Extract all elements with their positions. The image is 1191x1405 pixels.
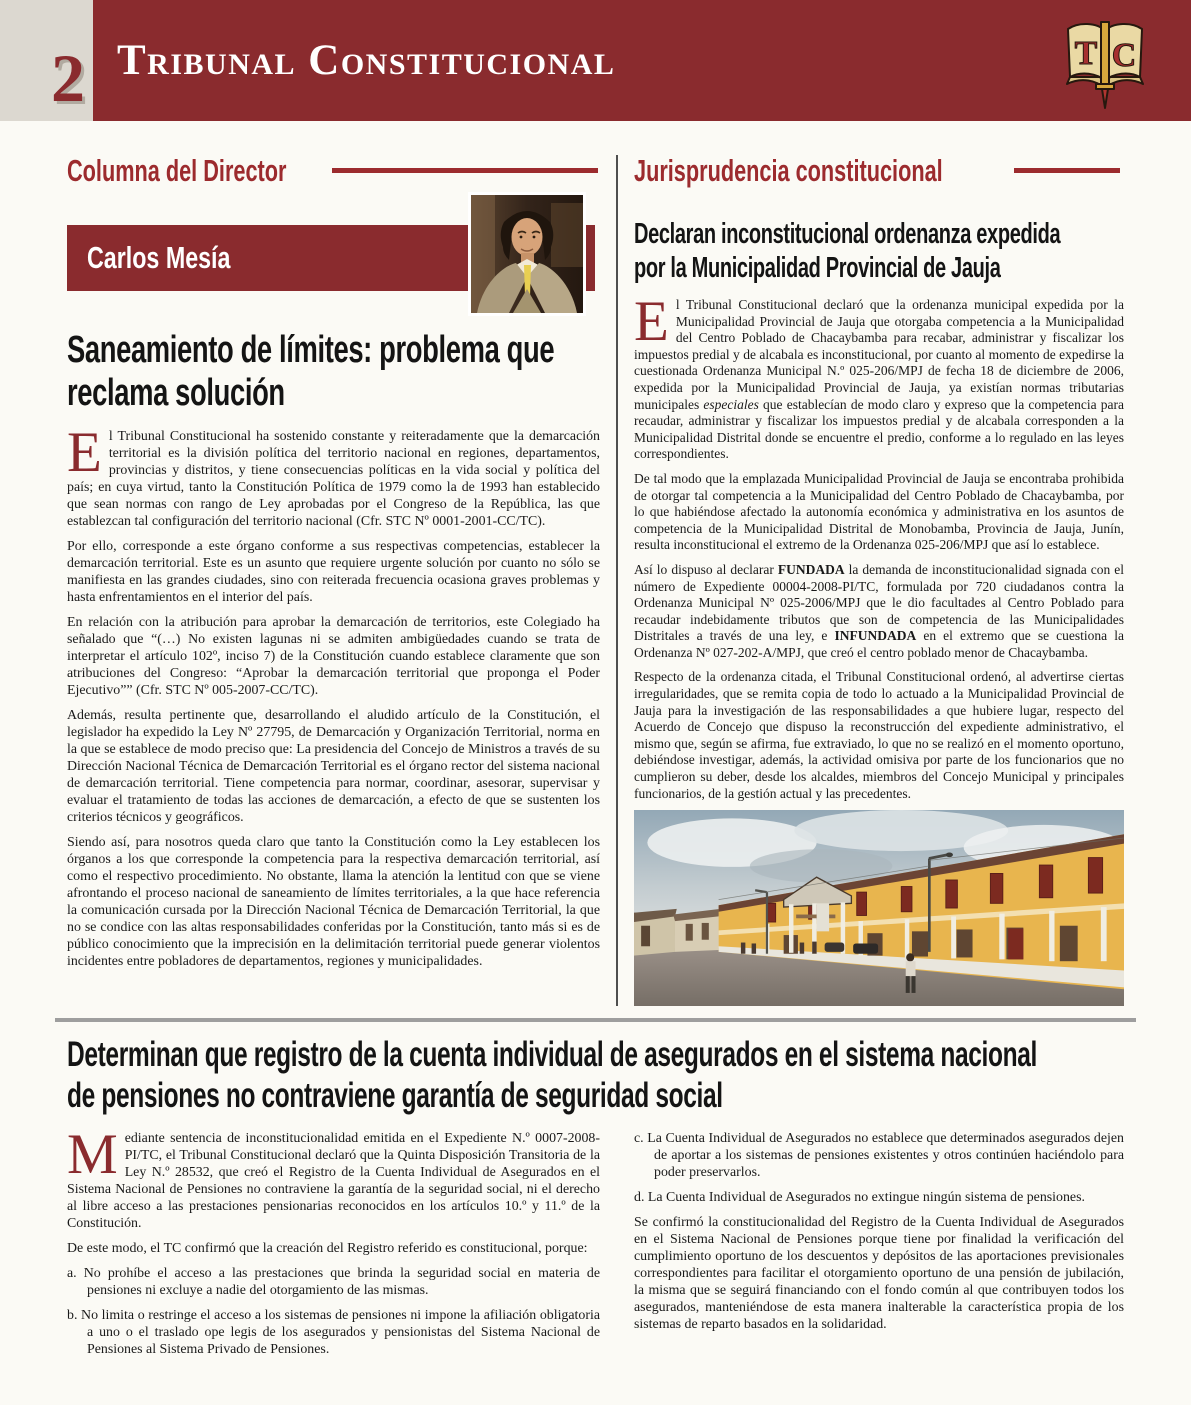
paragraph: Además, resulta pertinente que, desarrollando el aludido artículo de la Constitución, el legislador ha expedido la Ley Nº 27795, de Demarcación y Organización Territorial, norma en la que se establece de modo preciso que: La presidencia del Concejo de Ministros a través de su Dirección Nacional Técnica de Demarcación Territorial es el órgano rector del sistema nacional de demarcación territorial. Tiene competencia para normar, coordinar, asesorar, supervisar y evaluar el tratamiento de todas las acciones de demarcación, a efecto de que se sustenten los criterios técnicos y geográficos. <box>67 708 600 825</box>
page-number-box <box>0 0 93 121</box>
dropcap-letter: E <box>634 290 669 353</box>
paragraph: Así lo dispuso al declarar FUNDADA la demanda de inconstitucionalidad signada con el número de Expediente 00004-2008-PI/TC, formulada por 720 ciudadanos contra la Ordenanza Municipal Nº 025-2006/MPJ que le dio facultades al Centro Poblado para recaudar indebidamente tributos que son de competencia de las Municipalidades Distritales a través de una ley, e INFUNDADA en el extremo que se cuestiona la Ordenanza Nº 027-202-A/MPJ, que creó el centro poblado menor de Chacaybamba. <box>634 561 1124 660</box>
headline-line: Determinan que registro de la cuenta individual de asegurados en el sistema nacional <box>67 1035 1037 1075</box>
paragraph: De este modo, el TC confirmó que la creación del Registro referido es constitucional, porque: <box>67 1241 588 1257</box>
director-paragraphs <box>67 538 600 970</box>
top-articles <box>67 155 1124 1006</box>
section-head-director <box>67 155 600 187</box>
pensiones-closing <box>634 1214 1124 1333</box>
pensiones-headline <box>67 1034 1140 1116</box>
paragraph: De tal modo que la emplazada Municipalidad Provincial de Jauja se encontraba prohibida de otorgar tal competencia a la Municipalidad del Centro Poblado de Chacaybamba, por lo que habiéndose afectado la autonomía económica y administrativa en los asuntos de competencia de la Municipalidad Distrital de Monobamba, Provincia de Jauja, Junín, resulta inconstitucional el extremo de la Ordenanza 025-206/MPJ que así lo establece. <box>634 470 1124 553</box>
paragraph: Siendo así, para nosotros queda claro que tanto la Constitución como la Ley establecen los órganos a los que corresponde la competencia para la respectiva demarcación territorial, así como el respectivo procedimiento. No obstante, llama la atención la lentitud con que se viene afrontando el proceso nacional de saneamiento de límites territoriales, a la que hace referencia la comunicación cursada por la Dirección Nacional Técnica de Demarcación Territorial, la que no se condice con las altas responsabilidades conferidas por la Constitución, tanto más si es de público conocimiento que la imprecisión en la delimitación territorial puede generar violentos incidentes entre pobladores de departamentos, regiones y municipalidades. <box>67 835 600 969</box>
section-title-jurisprudencia: Jurisprudencia constitucional <box>634 153 943 188</box>
paragraph: d. La Cuenta Individual de Asegurados no extingue ningún sistema de pensiones. <box>634 1190 1085 1206</box>
paragraph: b. No limita o restringe el acceso a los sistemas de pensiones ni impone la afiliación obligatoria a uno o el traslado ope legis de los asegurados y pensionistas del Sistema Nacional de Pensiones al Sistema Privado de Pensiones. <box>67 1308 600 1358</box>
jurisprudencia-column <box>634 155 1124 1006</box>
headline-line: reclama solución <box>67 372 285 414</box>
masthead-banner <box>93 0 1191 121</box>
director-column <box>67 155 600 1006</box>
author-portrait-illustration <box>471 195 583 313</box>
section-head-jurisprudencia <box>634 155 1124 187</box>
lead-text: ediante sentencia de inconstitucionalidad emitida en el Expediente N.º 0007-2008-PI/TC, el Tribunal Constitucional declaró que la Quinta Disposición Transitoria de la Ley N.º 28532, que creó el Registro de la Cuenta Individual de Asegurados en el Sistema Nacional de Pensiones no contraviene la garantía de la seguridad social, ni el derecho al libre acceso a las prestaciones pensionarias reconocidos en los artículos 10.º y 11.º de la Constitución. <box>67 1131 600 1232</box>
paragraph: Se confirmó la constitucionalidad del Registro de la Cuenta Individual de Asegurados en el Sistema Nacional de Pensiones porque tiene por finalidad la verificación del cumplimiento oportuno de los descuentos y depósitos de las aportaciones previsionales correspondientes para facilitar el otorgamiento oportuno de una pensión de jubilación, la misma que se seguirá financiando con el fondo común al que contribuyen todos los asegurados, manteniéndose de esta manera inalterable la característica propia de los sistemas de reparto basados en la solidaridad. <box>634 1215 1124 1333</box>
author-name: Carlos Mesía <box>87 240 231 275</box>
pensiones-article <box>67 1034 1124 1366</box>
pensiones-right-column <box>634 1130 1124 1366</box>
publication-title: Tribunal Constitucional <box>117 37 616 84</box>
svg-text:C: C <box>1111 37 1137 74</box>
lead-paragraph <box>67 421 600 530</box>
pensiones-items-cd <box>634 1130 1124 1206</box>
lead-text: l Tribunal Constitucional ha sostenido constante y reiteradamente que la demarcación territorial es la división política del territorio nacional en regiones, departamentos, provincias y distritos, y tiene consecuencias políticas en la vida social y política del país; en cuya virtud, tanto la Constitución Política de 1979 como la de 1993 han establecido que sean normas con rango de Ley aprobadas por el Congreso de la República, las que establezcan tal configuración del territorio nacional (Cfr. STC Nº 0001-2001-CC/TC). <box>67 429 600 529</box>
lead-paragraph <box>634 290 1125 463</box>
section-title-rule <box>1014 168 1120 173</box>
paragraph: En relación con la atribución para aprobar la demarcación de territorios, este Colegiado ha señalado que “(…) No existen lagunas ni se admiten ambigüedades cuando se trata de interpretar el artículo 102º, inciso 7) de la Constitución cuando establece claramente que son atribuciones del Congreso: “Aprobar la demarcación territorial que proponga el Poder Ejecutivo”” (Cfr. STC Nº 005-2007-CC/TC). <box>67 615 600 698</box>
column-divider <box>616 155 618 1006</box>
section-title-rule <box>332 168 598 173</box>
column-divider-cell <box>600 155 634 1006</box>
headline-line: por la Municipalidad Provincial de Jauja <box>634 252 1001 284</box>
svg-text:T: T <box>1074 35 1098 72</box>
headline-line: de pensiones no contraviene garantía de seguridad social <box>67 1076 723 1116</box>
jurisprudencia-paragraphs <box>634 471 1124 802</box>
paragraph: c. La Cuenta Individual de Asegurados no establece que determinados asegurados dejen de aportar a los sistemas de pensiones existentes y otros continúen haciéndolo para poder preservarlos. <box>634 1131 1124 1181</box>
paragraph: a. No prohíbe el acceso a las prestaciones que brinda la seguridad social en materia de pensiones ni excluye a nadie del otorgamiento de las mismas. <box>67 1266 600 1299</box>
jurisprudencia-body <box>634 290 1125 802</box>
dropcap-letter: M <box>67 1123 118 1187</box>
section-divider-rule <box>55 1018 1136 1022</box>
section-title-director: Columna del Director <box>67 153 287 188</box>
pensiones-intro <box>67 1240 600 1257</box>
author-photo <box>468 192 586 316</box>
bottom-gap <box>600 1130 634 1366</box>
page-number: 2 <box>51 39 85 116</box>
jurisprudencia-headline <box>634 217 1124 285</box>
paragraph: Respecto de la ordenanza citada, el Tribunal Constitucional ordenó, al advertirse ciertas irregularidades, que se remita copia de todo lo actuado a la Municipalidad Provincial de Jauja para la investigación de las responsabilidades a que hubiere lugar, respecto del Acuerdo de Concejo que dispuso la reconstrucción del expediente administrativo, el mismo que, según se afirma, fue extraviado, lo que no se realizó en el momento oportuno, debiéndose investigar, además, la actividad omisiva por parte de los funcionarios que no cumplieron su deber, desde los alcaldes, miembros del Concejo Municipal y principales funcionarios, de la gestión actual y las precedentes. <box>634 669 1124 801</box>
dropcap-letter: E <box>67 421 102 484</box>
pensiones-left-column <box>67 1123 600 1366</box>
headline-line: Saneamiento de límites: problema que <box>67 329 555 371</box>
paragraph: Por ello, corresponde a este órgano conforme a sus respectivas competencias, establecer la demarcación territorial. Este es un asunto que requiere urgente solución por cuanto no sólo se manifiesta en las grandes ciudades, sino con reiterada frecuencia ocasiona graves problemas y hasta enfrentamientos en el interior del país. <box>67 539 600 605</box>
lead-text: l Tribunal Constitucional declaró que la ordenanza municipal expedida por la Municipalidad Provincial de Jauja que otorgaba competencia a la Municipalidad del Centro Poblado de Chacaybamba para recabar, administrar y fiscalizar los impuestos predial y de alcabala es inconstitucional, por cuanto al momento de expedirse la cuestionada Ordenanza Municipal N.º 025-206/MPJ de fecha 18 de diciembre de 2006, expedida por la Municipalidad Provincial de Jauja, ya existían normas tributarias municipales especiales que establecían de modo claro y expreso que la competencia para recaudar, administrar y fiscalizar los impuestos predial y de alcabala corresponden a la Municipalidad Distrital donde se encuentre el predio, conforme a lo regulado en las leyes correspondientes. <box>634 297 1125 462</box>
page-body <box>67 155 1124 1366</box>
lead-paragraph <box>67 1123 600 1232</box>
jauja-plaza-photo <box>634 810 1124 1006</box>
tc-book-sword-logo-icon <box>1057 11 1153 111</box>
director-headline <box>67 329 623 415</box>
headline-line: Declaran inconstitucional ordenanza expedida <box>634 218 1061 250</box>
pensiones-columns <box>67 1123 1124 1366</box>
author-bar <box>67 225 595 291</box>
page-header <box>0 0 1191 121</box>
director-body <box>67 421 600 970</box>
pensiones-items-ab <box>67 1265 600 1358</box>
